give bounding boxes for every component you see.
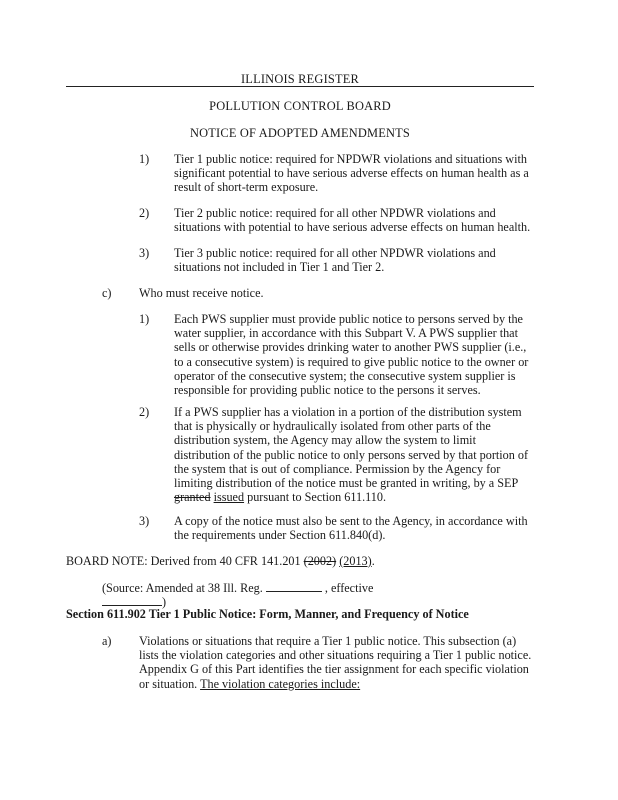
source-prefix: (Source: Amended at 38 Ill. Reg. — [102, 581, 266, 595]
subsection-a-label: a) — [102, 634, 112, 648]
register-heading: ILLINOIS REGISTER — [240, 72, 359, 86]
section-heading: Section 611.902 Tier 1 Public Notice: Form, Manner, and Frequency of Notice — [66, 607, 469, 621]
board-note-inserted: (2013) — [339, 554, 372, 568]
source-suffix: ) — [162, 595, 167, 610]
item-c3-text: A copy of the notice must also be sent to the Agency, in accordance with the requirements under Section 611.840(d). — [174, 514, 528, 543]
item-c2-number: 2) — [139, 405, 150, 419]
tier-3-number: 3) — [139, 246, 150, 260]
notice-heading: NOTICE OF ADOPTED AMENDMENTS — [189, 126, 411, 140]
source-blank-1 — [266, 581, 322, 592]
board-note-struck: (2002) — [303, 554, 337, 568]
subsection-a-text — [139, 634, 534, 691]
tier-1-number: 1) — [139, 152, 150, 166]
tier-3-text: Tier 3 public notice: required for all other NPDWR violations and situations not included in Tier 1 and Tier 2. — [174, 246, 496, 275]
tier-1-text: Tier 1 public notice: required for NPDWR violations and situations with significant potential to have serious adverse effects on human health as a result of short-term exposure. — [174, 152, 529, 195]
item-c2-text — [174, 405, 534, 504]
item-c2-inserted: issued — [213, 490, 245, 505]
board-note-prefix: BOARD NOTE: Derived from 40 CFR 141.201 — [66, 554, 304, 568]
source-blank-2 — [102, 595, 162, 606]
header-rule — [66, 86, 534, 87]
subsection-a-inserted: The violation categories include: — [200, 676, 361, 691]
source-line — [102, 581, 534, 609]
item-c3-number: 3) — [139, 514, 150, 528]
item-c2-text-b: pursuant to Section 611.110. — [244, 490, 387, 505]
subsection-a-body: Violations or situations that require a Tier 1 public notice. This subsection (a) lists the violation categories and other situations requiring a Tier 1 public notice. Appendix G of this Part identifies the tier assignment for each specific violation or situation. — [139, 634, 532, 691]
tier-2-number: 2) — [139, 206, 150, 220]
item-c2-text-a: If a PWS supplier has a violation in a portion of the distribution system that is physically or hydraulically isolated from other parts of the distribution system, the Agency may allow the system to limit distribution of the public notice to only persons served by that portion of the system that is out of compliance. Permission by the Agency for limiting distribution of the notice must be granted in writing, by a SEP — [174, 405, 529, 491]
item-c2-struck: granted — [174, 490, 211, 505]
board-note-suffix: . — [371, 554, 375, 568]
subsection-c-label: c) — [102, 286, 112, 300]
board-heading: POLLUTION CONTROL BOARD — [209, 99, 391, 113]
item-c1-number: 1) — [139, 312, 150, 326]
item-c1-text: Each PWS supplier must provide public notice to persons served by the water supplier, in accordance with this Subpart V. A PWS supplier that sells or otherwise provides drinking water to another PWS supplier (i.e., to a consecutive system) is required to give public notice to the owner or operator of the consecutive system; the consecutive system supplier is responsible for providing public notice to the persons it serves. — [174, 312, 529, 398]
source-middle: , effective — [324, 581, 374, 595]
tier-2-text: Tier 2 public notice: required for all other NPDWR violations and situations with potential to have serious adverse effects on human health. — [174, 206, 531, 235]
subsection-c-text: Who must receive notice. — [139, 286, 264, 300]
board-note — [66, 554, 534, 568]
